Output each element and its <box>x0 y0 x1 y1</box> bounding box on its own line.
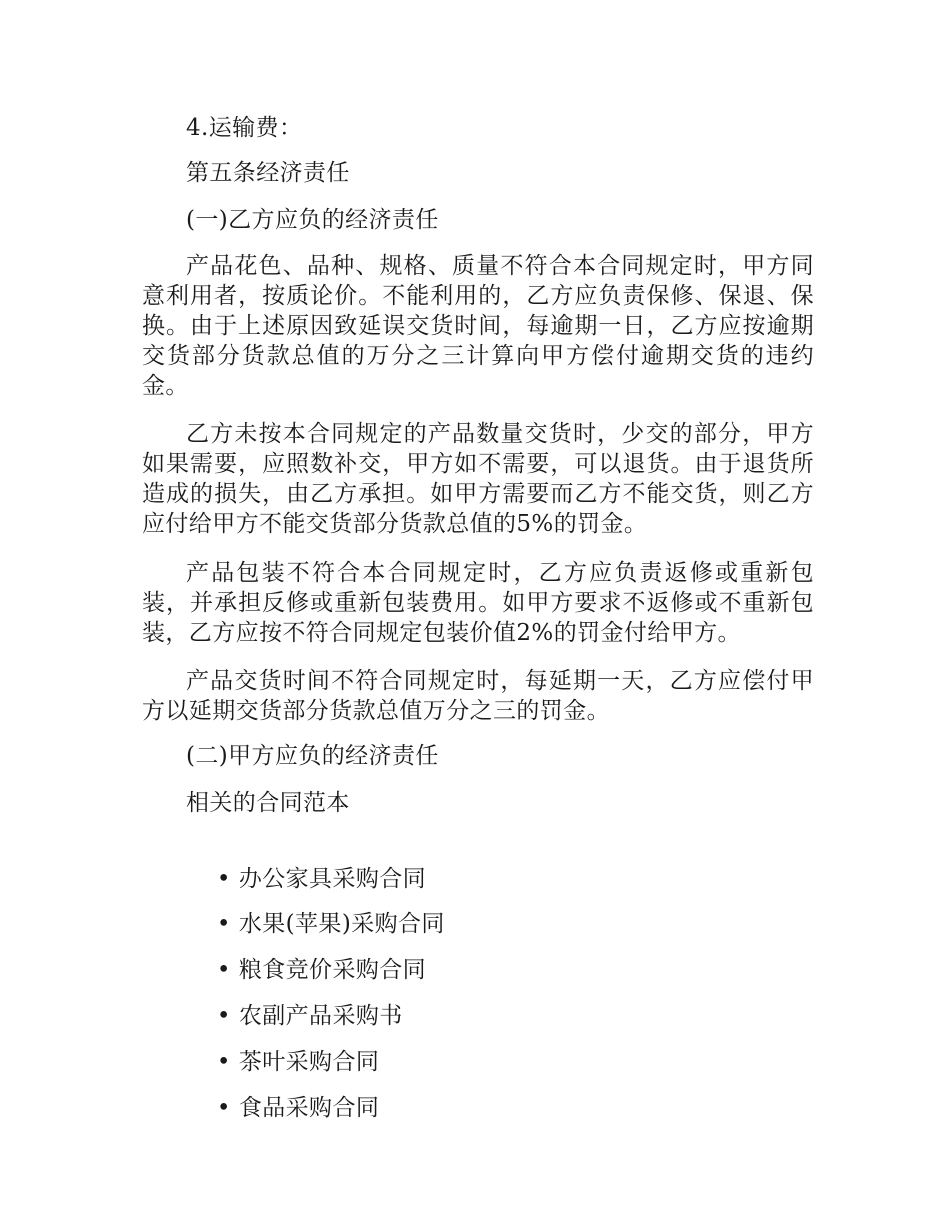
related-templates-title: 相关的合同范本 <box>186 790 350 816</box>
bullet-icon: • <box>216 1003 231 1029</box>
related-item[interactable] <box>186 1063 379 1153</box>
related-item-label: 农副产品采购书 <box>238 1003 403 1029</box>
bullet-icon: • <box>216 1095 231 1121</box>
bullet-icon: • <box>216 911 231 937</box>
related-item-label: 办公家具采购合同 <box>238 866 427 892</box>
bullet-icon: • <box>216 957 231 983</box>
heading-party-b-liability: (一)乙方应负的经济责任 <box>186 207 439 233</box>
related-item-label: 食品采购合同 <box>238 1095 380 1121</box>
bullet-icon: • <box>216 866 231 892</box>
heading-article-5: 第五条经济责任 <box>186 160 350 186</box>
paragraph-quantity: 乙方未按本合同规定的产品数量交货时，少交的部分，甲方如果需要，应照数补交，甲方如不需要，可以退货。由于退货所造成的损失，由乙方承担。如甲方需要而乙方不能交货，则乙方应付给甲方不能交货部分货款总值的5%的罚金。 <box>142 421 814 537</box>
paragraph-quality: 产品花色、品种、规格、质量不符合本合同规定时，甲方同意利用者，按质论价。不能利用的，乙方应负责保修、保退、保换。由于上述原因致延误交货时间，每逾期一日，乙方应按逾期交货部分货款总值的万分之三计算向甲方偿付逾期交货的违约金。 <box>142 253 814 399</box>
heading-transport-fee: 4.运输费： <box>186 115 303 141</box>
bullet-icon: • <box>216 1049 231 1075</box>
paragraph-packaging: 产品包装不符合本合同规定时，乙方应负责返修或重新包装，并承担反修或重新包装费用。如甲方要求不返修或不重新包装，乙方应按不符合同规定包装价值2%的罚金付给甲方。 <box>142 560 814 646</box>
related-item-label: 粮食竞价采购合同 <box>238 957 427 983</box>
related-item-label: 茶叶采购合同 <box>238 1049 380 1075</box>
heading-party-a-liability: (二)甲方应负的经济责任 <box>186 743 439 769</box>
paragraph-delivery-time: 产品交货时间不符合同规定时，每延期一天，乙方应偿付甲方以延期交货部分货款总值万分之三的罚金。 <box>142 668 814 724</box>
related-item-label: 水果(苹果)采购合同 <box>238 911 445 937</box>
